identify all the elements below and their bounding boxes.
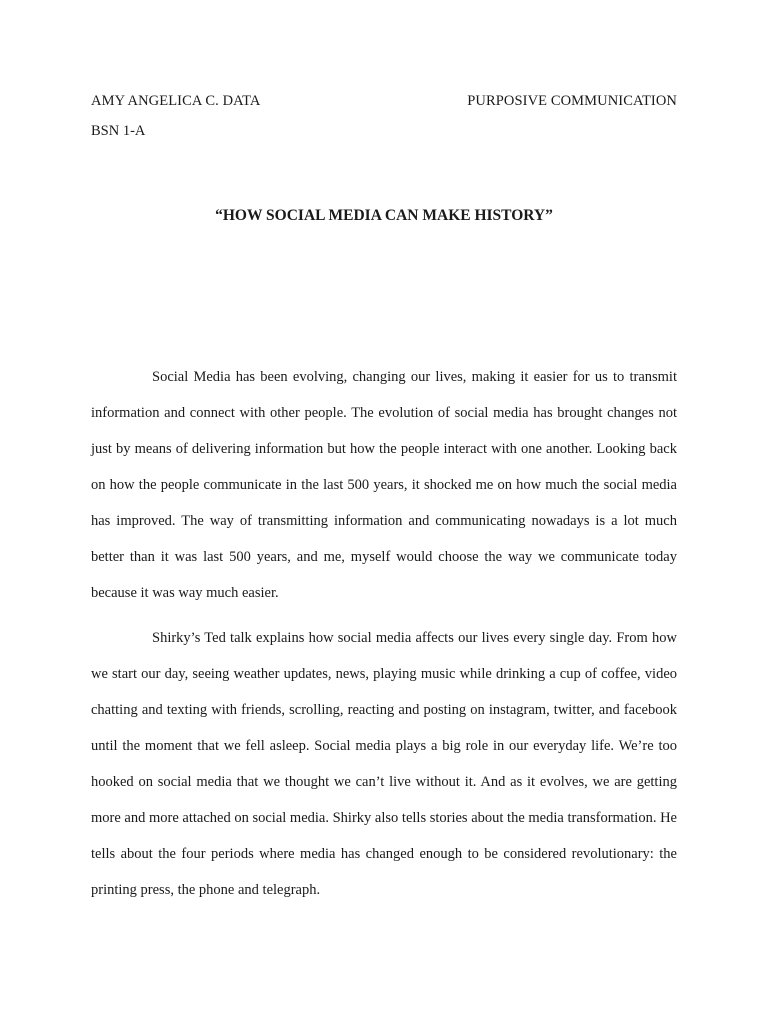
author-name: AMY ANGELICA C. DATA xyxy=(91,93,261,109)
section-label: BSN 1-A xyxy=(91,123,146,139)
course-name: PURPOSIVE COMMUNICATION xyxy=(467,93,677,109)
document-header xyxy=(91,93,677,110)
paragraph-1: Social Media has been evolving, changing our lives, making it easier for us to transmit information and connect with other people. The evolution of social media has brought changes not just by means of delivering information but how the people interact with one another. Looking back on how the people communicate in the last 500 years, it shocked me on how much the social media has improved. The way of transmitting information and communicating nowadays is a lot much better than it was last 500 years, and me, myself would choose the way we communicate today because it was way much easier. xyxy=(91,369,677,601)
paragraph-2: Shirky’s Ted talk explains how social media affects our lives every single day. From how we start our day, seeing weather updates, news, playing music while drinking a cup of coffee, video chatting and texting with friends, scrolling, reacting and posting on instagram, twitter, and facebook until the moment that we fell asleep. Social media plays a big role in our everyday life. We’re too hooked on social media that we thought we can’t live without it. And as it evolves, we are getting more and more attached on social media. Shirky also tells stories about the media transformation. He tells about the four periods where media has changed enough to be considered revolutionary: the printing press, the phone and telegraph. xyxy=(91,630,677,898)
essay-title: “HOW SOCIAL MEDIA CAN MAKE HISTORY” xyxy=(215,207,553,224)
